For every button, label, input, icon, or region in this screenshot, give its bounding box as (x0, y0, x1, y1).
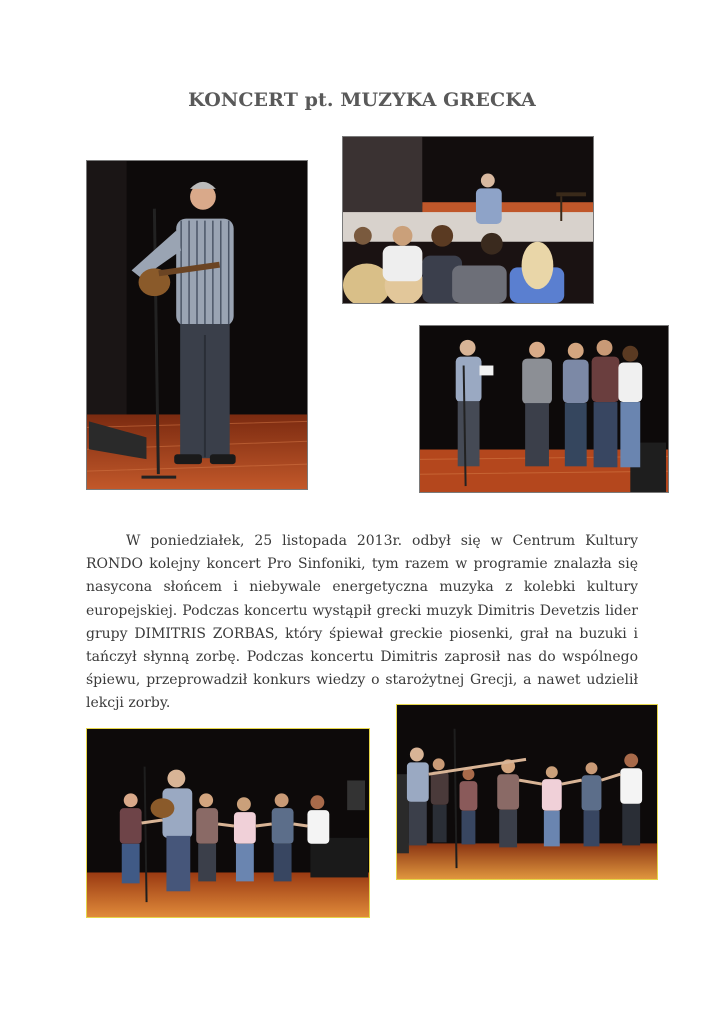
article-paragraph: W poniedziałek, 25 listopada 2013r. odbył się w Centrum Kultury RONDO kolejny koncert Pro Sinfoniki, tym razem w programie znalazła się nasycona słońcem i niebywale energetyczna muzyka z kolebki kultury europejskiej. Podczas koncertu wystąpił grecki muzyk Dimitris Devetzis lider grupy DIMITRIS ZORBAS, który śpiewał greckie piosenki, grał na buzuki i tańczył słynną zorbę. Podczas koncertu Dimitris zaprosił nas do wspólnego śpiewu, przeprowadził konkurs wiedzy o starożytnej Grecji, a nawet udzielił lekcji zorby. (86, 533, 638, 712)
photo-musician-with-buzuki (86, 160, 308, 490)
page-title: KONCERT pt. MUZYKA GRECKA (188, 89, 536, 111)
photo-audience (342, 136, 594, 304)
photo-zorba-dance-right (396, 704, 658, 880)
photo-singing-with-students (419, 325, 669, 493)
photo-zorba-dance-left (86, 728, 370, 918)
